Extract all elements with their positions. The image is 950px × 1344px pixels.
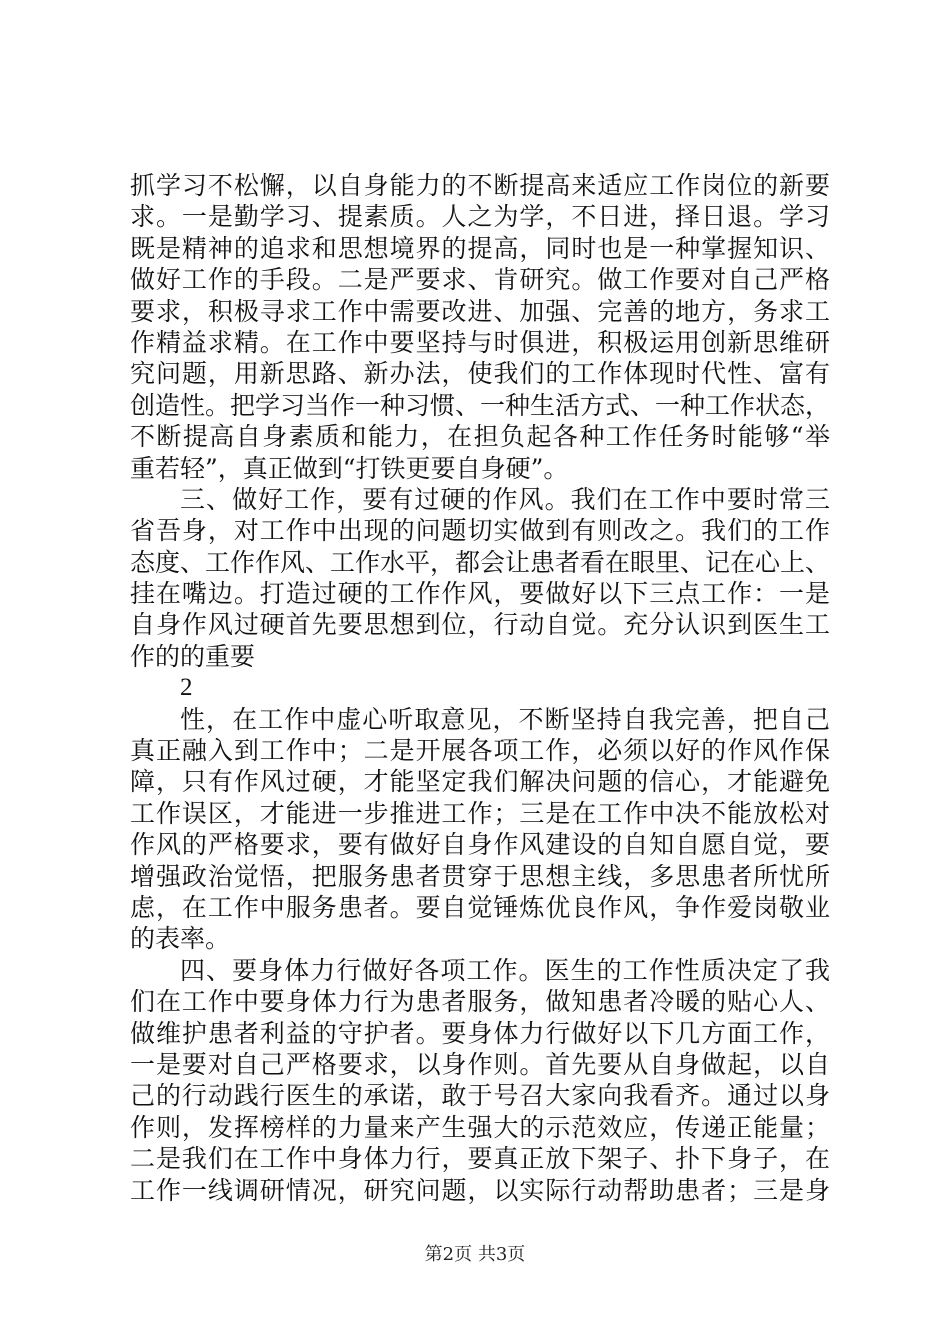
- body-line: 作则，发挥榜样的力量来产生强大的示范效应，传递正能量；: [130, 1112, 830, 1142]
- body-line: 们在工作中要身体力行为患者服务，做知患者冷暖的贴心人、: [130, 987, 830, 1017]
- paragraph-start-line: 三、做好工作，要有过硬的作风。我们在工作中要时常三: [180, 484, 830, 514]
- body-line: 作风的严格要求，要有做好自身作风建设的自知自愿自觉，要: [130, 830, 830, 860]
- body-line: 要求，积极寻求工作中需要改进、加强、完善的地方，务求工: [130, 296, 830, 326]
- body-line: 省吾身，对工作中出现的问题切实做到有则改之。我们的工作: [130, 516, 830, 546]
- paragraph-start-line: 性，在工作中虚心听取意见，不断坚持自我完善，把自己: [180, 704, 830, 734]
- page-footer: 第2页 共3页: [424, 1244, 526, 1265]
- body-line: 抓学习不松懈，以自身能力的不断提高来适应工作岗位的新要: [130, 171, 830, 200]
- body-line: 作精益求精。在工作中要坚持与时俱进，积极运用创新思维研: [130, 327, 830, 357]
- body-line: 真正融入到工作中；二是开展各项工作，必须以好的作风作保: [130, 736, 830, 766]
- body-line: 创造性。把学习当作一种习惯、一种生活方式、一种工作状态，: [130, 390, 830, 420]
- body-line: 增强政治觉悟，把服务患者贯穿于思想主线，多思患者所忧所: [130, 861, 830, 891]
- body-line: 态度、工作作风、工作水平，都会让患者看在眼里、记在心上、: [130, 547, 830, 577]
- document-body: [130, 170, 830, 1206]
- body-line: 做维护患者利益的守护者。要身体力行做好以下几方面工作，: [130, 1018, 830, 1048]
- body-line: 求。一是勤学习、提素质。人之为学，不日进，择日退。学习: [130, 202, 830, 232]
- body-line: 障，只有作风过硬，才能坚定我们解决问题的信心，才能避免: [130, 767, 830, 797]
- body-line: 工作误区，才能进一步推进工作；三是在工作中决不能放松对: [130, 798, 830, 828]
- body-line: 作的的重要: [130, 641, 256, 671]
- inline-page-number: 2: [180, 674, 193, 702]
- body-line: 二是我们在工作中身体力行，要真正放下架子、扑下身子，在: [130, 1144, 830, 1174]
- body-line: 重若轻”，真正做到“打铁更要自身硬”。: [130, 453, 569, 483]
- body-line: 做好工作的手段。二是严要求、肯研究。做工作要对自己严格: [130, 265, 830, 295]
- body-line: 工作一线调研情况，研究问题，以实际行动帮助患者；三是身: [130, 1175, 830, 1205]
- body-line: 自身作风过硬首先要思想到位，行动自觉。充分认识到医生工: [130, 610, 830, 640]
- body-line: 的表率。: [130, 924, 231, 954]
- body-line: 一是要对自己严格要求，以身作则。首先要从自身做起，以自: [130, 1049, 830, 1079]
- body-line: 挂在嘴边。打造过硬的工作作风，要做好以下三点工作：一是: [130, 579, 830, 609]
- body-line: 究问题，用新思路、新办法，使我们的工作体现时代性、富有: [130, 359, 830, 389]
- body-line: 既是精神的追求和思想境界的提高，同时也是一种掌握知识、: [130, 233, 830, 263]
- body-line: 不断提高自身素质和能力，在担负起各种工作任务时能够“举: [130, 422, 830, 452]
- body-line: 己的行动践行医生的承诺，敢于号召大家向我看齐。通过以身: [130, 1081, 830, 1111]
- paragraph-start-line: 四、要身体力行做好各项工作。医生的工作性质决定了我: [180, 955, 830, 985]
- body-line: 虑，在工作中服务患者。要自觉锤炼优良作风，争作爱岗敬业: [130, 892, 830, 922]
